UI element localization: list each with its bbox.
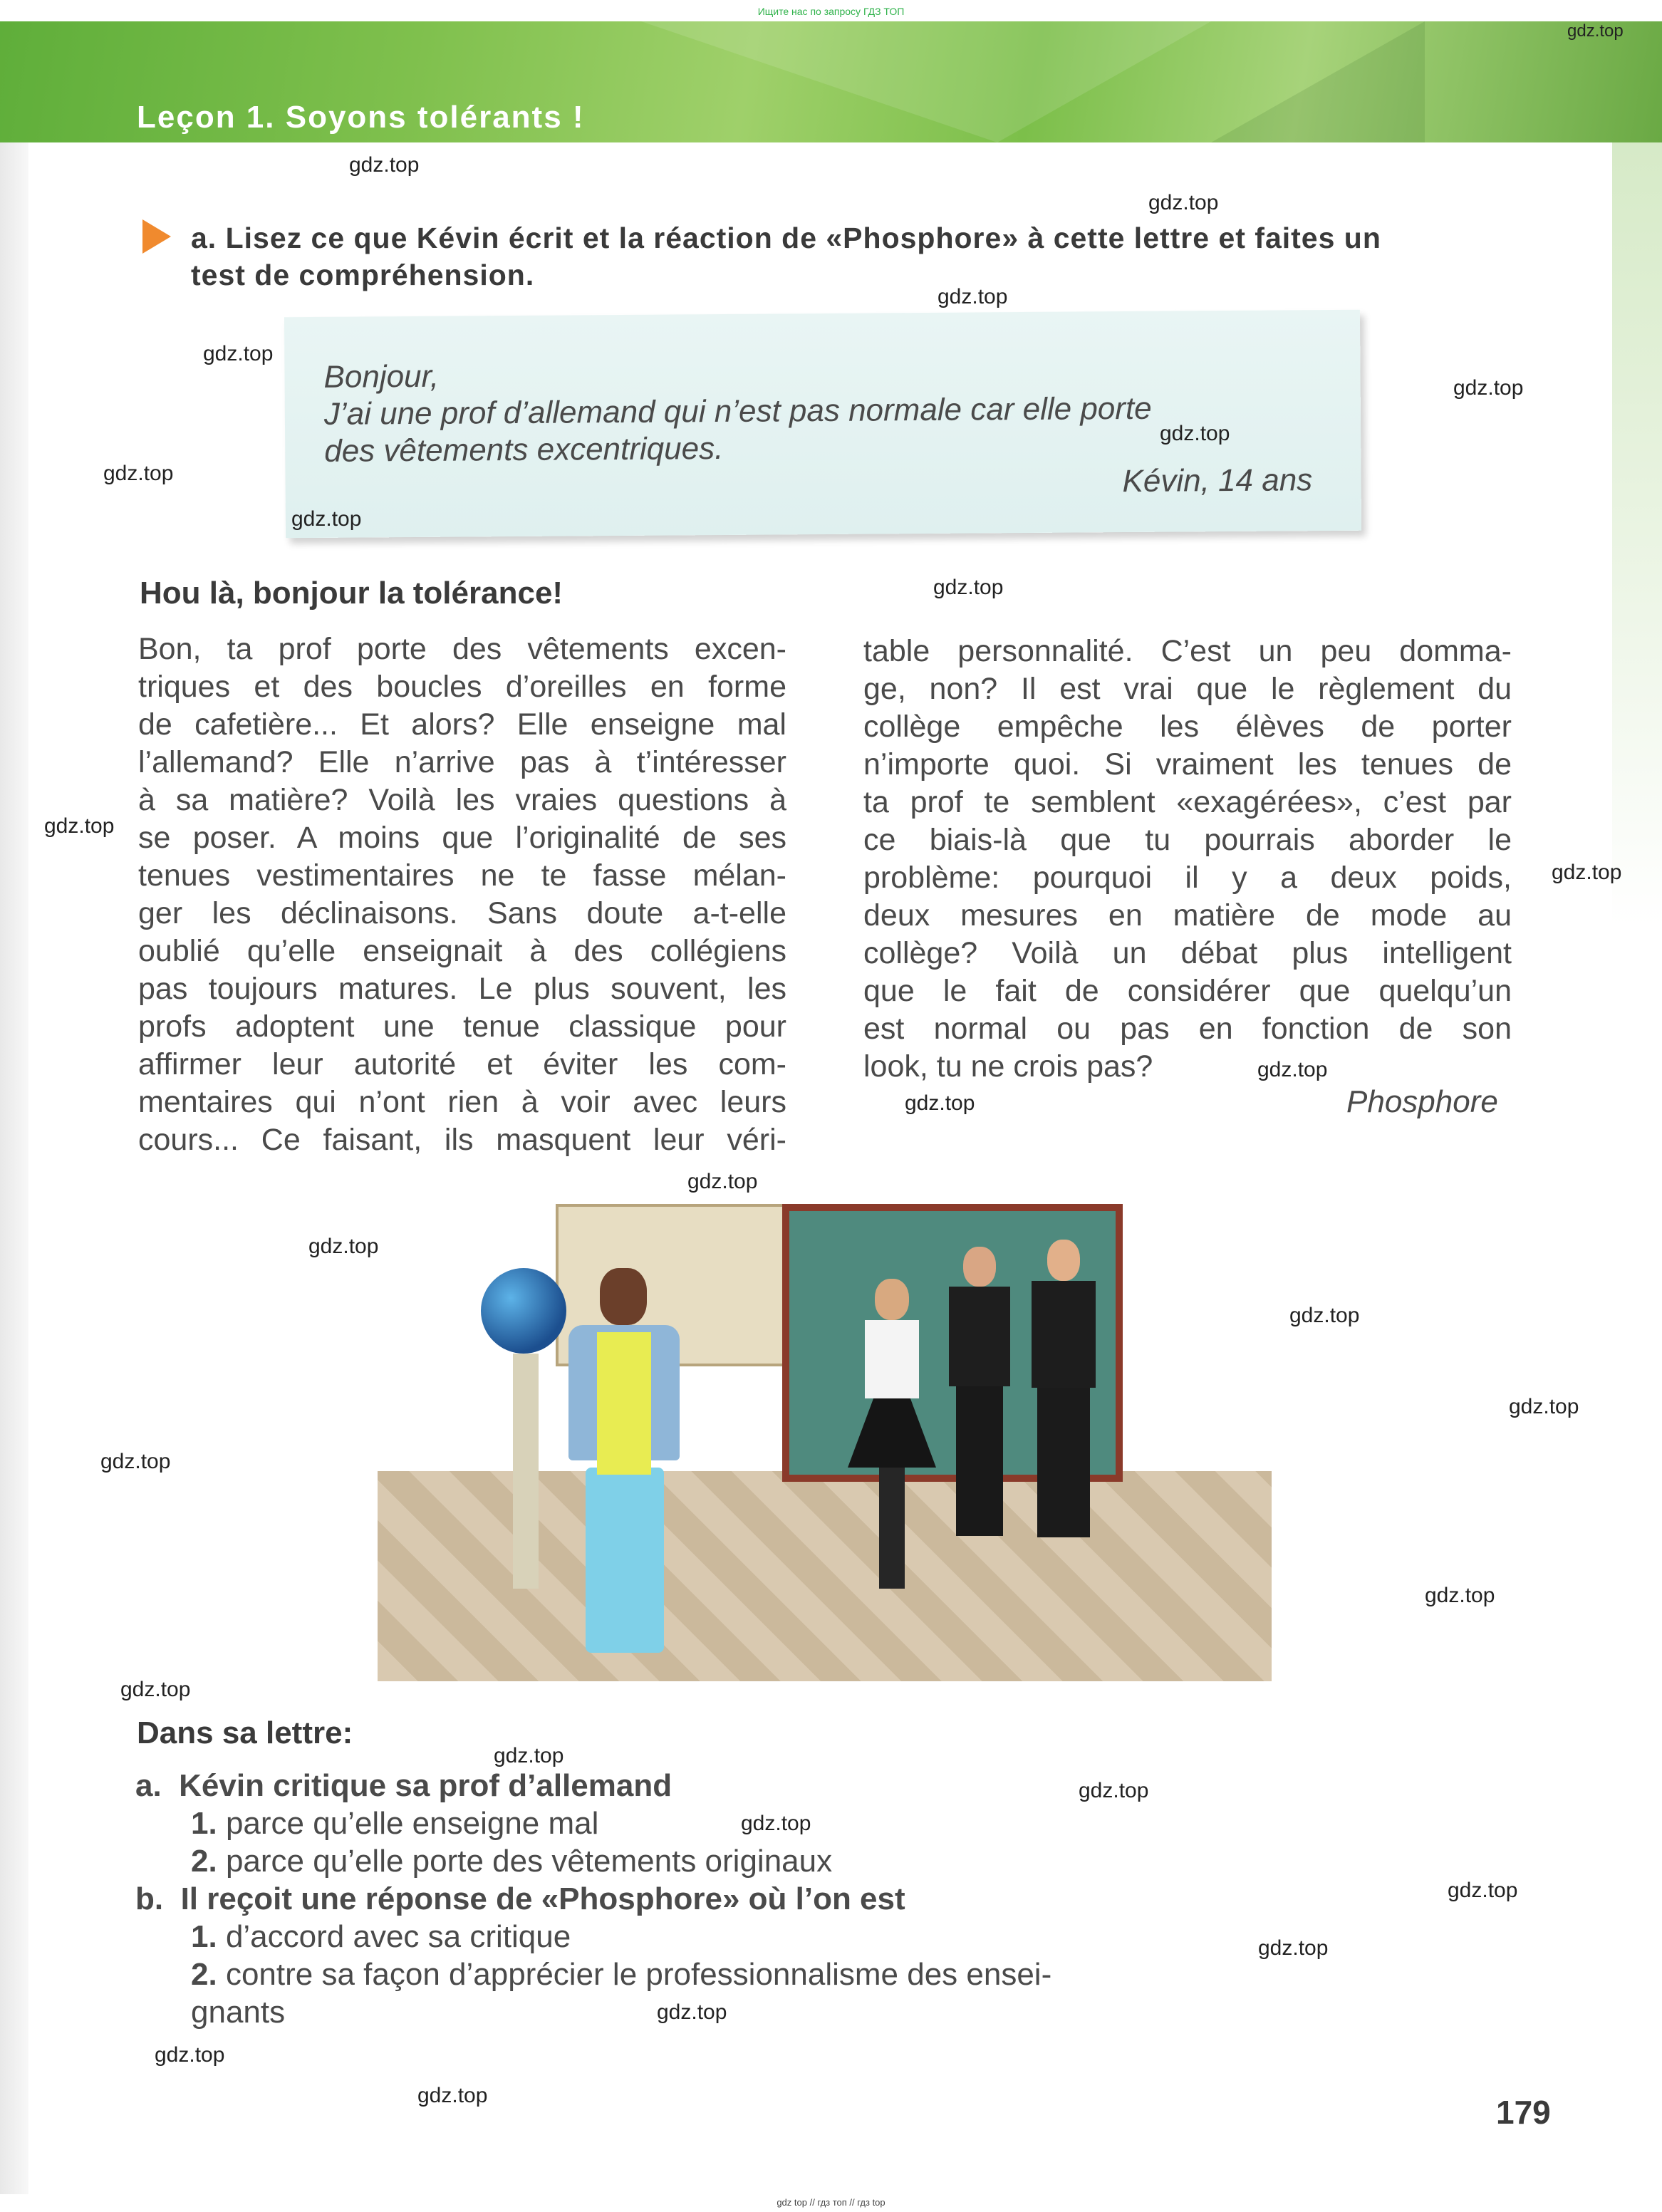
quiz-title: Dans sa lettre: [137,1715,353,1750]
article-left-column [138,630,786,1159]
article-line: de cafetière... Et alors? Elle enseigne mal [138,707,786,742]
watermark: gdz.top [494,1744,564,1767]
exercise-instruction [191,219,1495,294]
letter-greeting: Bonjour, [323,358,440,395]
watermark: gdz.top [1425,1584,1495,1607]
watermark: gdz.top [1448,1879,1518,1902]
option-text: d’accord avec sa critique [225,1919,571,1954]
globe-pedestal [513,1354,539,1589]
article-line: n’importe quoi. Si vraiment les tenues de [863,747,1512,782]
article-line: mentaires qui n’ont rien à voir avec leurs [138,1085,786,1119]
floor-tiles [378,1471,1272,1681]
watermark: gdz.top [741,1812,811,1835]
quiz-label: b. [135,1881,164,1916]
letter-line: des vêtements excentriques. [324,430,724,469]
quiz-question-text: Il reçoit une réponse de «Phosphore» où l’on est [180,1881,905,1916]
watermark: gdz.top [933,576,1004,599]
watermark: gdz.top [687,1170,758,1193]
option-number: 2. [191,1957,217,1992]
teacher-figure [556,1268,691,1667]
article-line: triques et des boucles d’oreilles en forme [138,670,786,704]
footer-note: gdz top // гдз топ // гдз top [777,2197,885,2208]
letter-line: J’ai une prof d’allemand qui n’est pas normale car elle porte [323,390,1152,432]
classroom-illustration [378,1197,1272,1681]
article-line: tenues vestimentaires ne te fasse mélan- [138,858,786,893]
watermark: gdz.top [1258,1936,1329,1960]
option-number: 1. [191,1806,217,1841]
watermark: gdz.top [155,2043,225,2067]
student-figure [848,1279,933,1606]
option-text: contre sa façon d’apprécier le professionnalisme des ensei- [225,1957,1052,1992]
watermark: gdz.top [1148,191,1219,214]
option-text: parce qu’elle porte des vêtements originaux [225,1844,833,1879]
watermark: gdz.top [1079,1779,1149,1802]
quiz-option [191,1844,832,1879]
exercise-arrow-icon [142,219,171,254]
article-line: ger les déclinaisons. Sans doute a-t-elle [138,896,786,930]
article-line: pas toujours matures. Le plus souvent, les [138,972,786,1006]
option-number: 2. [191,1844,217,1879]
student-figure [1019,1240,1104,1546]
article-line: profs adoptent une tenue classique pour [138,1009,786,1044]
article-line: oublié qu’elle enseignait à des collégiens [138,934,786,968]
banner-facet [1211,21,1425,142]
article-line: l’allemand? Elle n’arrive pas à t’intéresser [138,745,786,779]
watermark: gdz.top [1257,1058,1328,1081]
article-title: Hou là, bonjour la tolérance! [140,576,563,611]
article-line: collège? Voilà un débat plus intelligent [863,936,1512,970]
option-number: 1. [191,1919,217,1954]
globe-icon [481,1268,566,1354]
left-page-edge [0,142,28,2194]
article-line: Bon, ta prof porte des vêtements excen- [138,632,786,666]
article-line: est normal ou pas en fonction de son [863,1012,1512,1046]
banner-facet [641,21,1211,142]
article-line: que le fait de considérer que quelqu’un [863,974,1512,1008]
watermark: gdz.top [417,2084,488,2107]
article-line: affirmer leur autorité et éviter les com- [138,1047,786,1081]
quiz-option-continued: gnants [191,1995,286,2030]
instruction-line: test de compréhension. [191,259,535,291]
lesson-title: Leçon 1. Soyons tolérants ! [137,100,585,135]
watermark: gdz.top [1289,1304,1360,1327]
option-text: parce qu’elle enseigne mal [225,1806,599,1841]
article-line: ta prof te semblent «exagérées», c’est par [863,785,1512,819]
article-line: se poser. A moins que l’originalité de ses [138,821,786,855]
quiz-question-b [135,1881,905,1917]
article-line: collège empêche les élèves de porter [863,710,1512,744]
page-number: 179 [1496,2094,1551,2131]
article-line: ce biais-là que tu pourrais aborder le [863,823,1512,857]
watermark: gdz.top [1567,21,1624,41]
article-line: look, tu ne crois pas? [863,1049,1153,1084]
watermark: gdz.top [349,153,420,177]
student-figure [940,1247,1019,1546]
article-line: problème: pourquoi il y a deux poids, [863,861,1512,895]
watermark: gdz.top [938,285,1008,308]
watermark: gdz.top [1552,861,1622,884]
article-line: à sa matière? Voilà les vraies questions à [138,783,786,817]
article-line: deux mesures en matière de mode au [863,898,1512,933]
article-line: table personnalité. C’est un peu domma- [863,634,1512,668]
top-notice: Ищите нас по запросу ГДЗ ТОП [757,6,905,17]
watermark: gdz.top [44,814,115,838]
quiz-question-a [135,1768,672,1804]
article-line: cours... Ce faisant, ils masquent leur véri- [138,1123,786,1157]
watermark: gdz.top [120,1678,191,1701]
watermark: gdz.top [203,342,274,365]
quiz-option [191,1919,571,1955]
watermark: gdz.top [291,507,362,531]
watermark: gdz.top [100,1450,171,1473]
quiz-option [191,1957,1051,1993]
watermark: gdz.top [308,1235,379,1258]
watermark: gdz.top [905,1091,975,1115]
watermark: gdz.top [1453,376,1524,400]
watermark: gdz.top [1160,422,1230,445]
quiz-label: a. [135,1768,162,1803]
watermark: gdz.top [103,462,174,485]
article-right-column [863,633,1512,1086]
quiz-option [191,1806,598,1842]
right-decor-strip [1612,142,1662,926]
article-line: ge, non? Il est vrai que le règlement du [863,672,1512,706]
watermark: gdz.top [657,2000,727,2024]
watermark: gdz.top [1509,1395,1579,1418]
instruction-line: a. Lisez ce que Kévin écrit et la réaction de «Phosphore» à cette lettre et faites un [191,222,1381,254]
letter-signature: Kévin, 14 ans [1122,462,1313,499]
article-signature: Phosphore [1346,1084,1498,1119]
quiz-question-text: Kévin critique sa prof d’allemand [179,1768,672,1803]
